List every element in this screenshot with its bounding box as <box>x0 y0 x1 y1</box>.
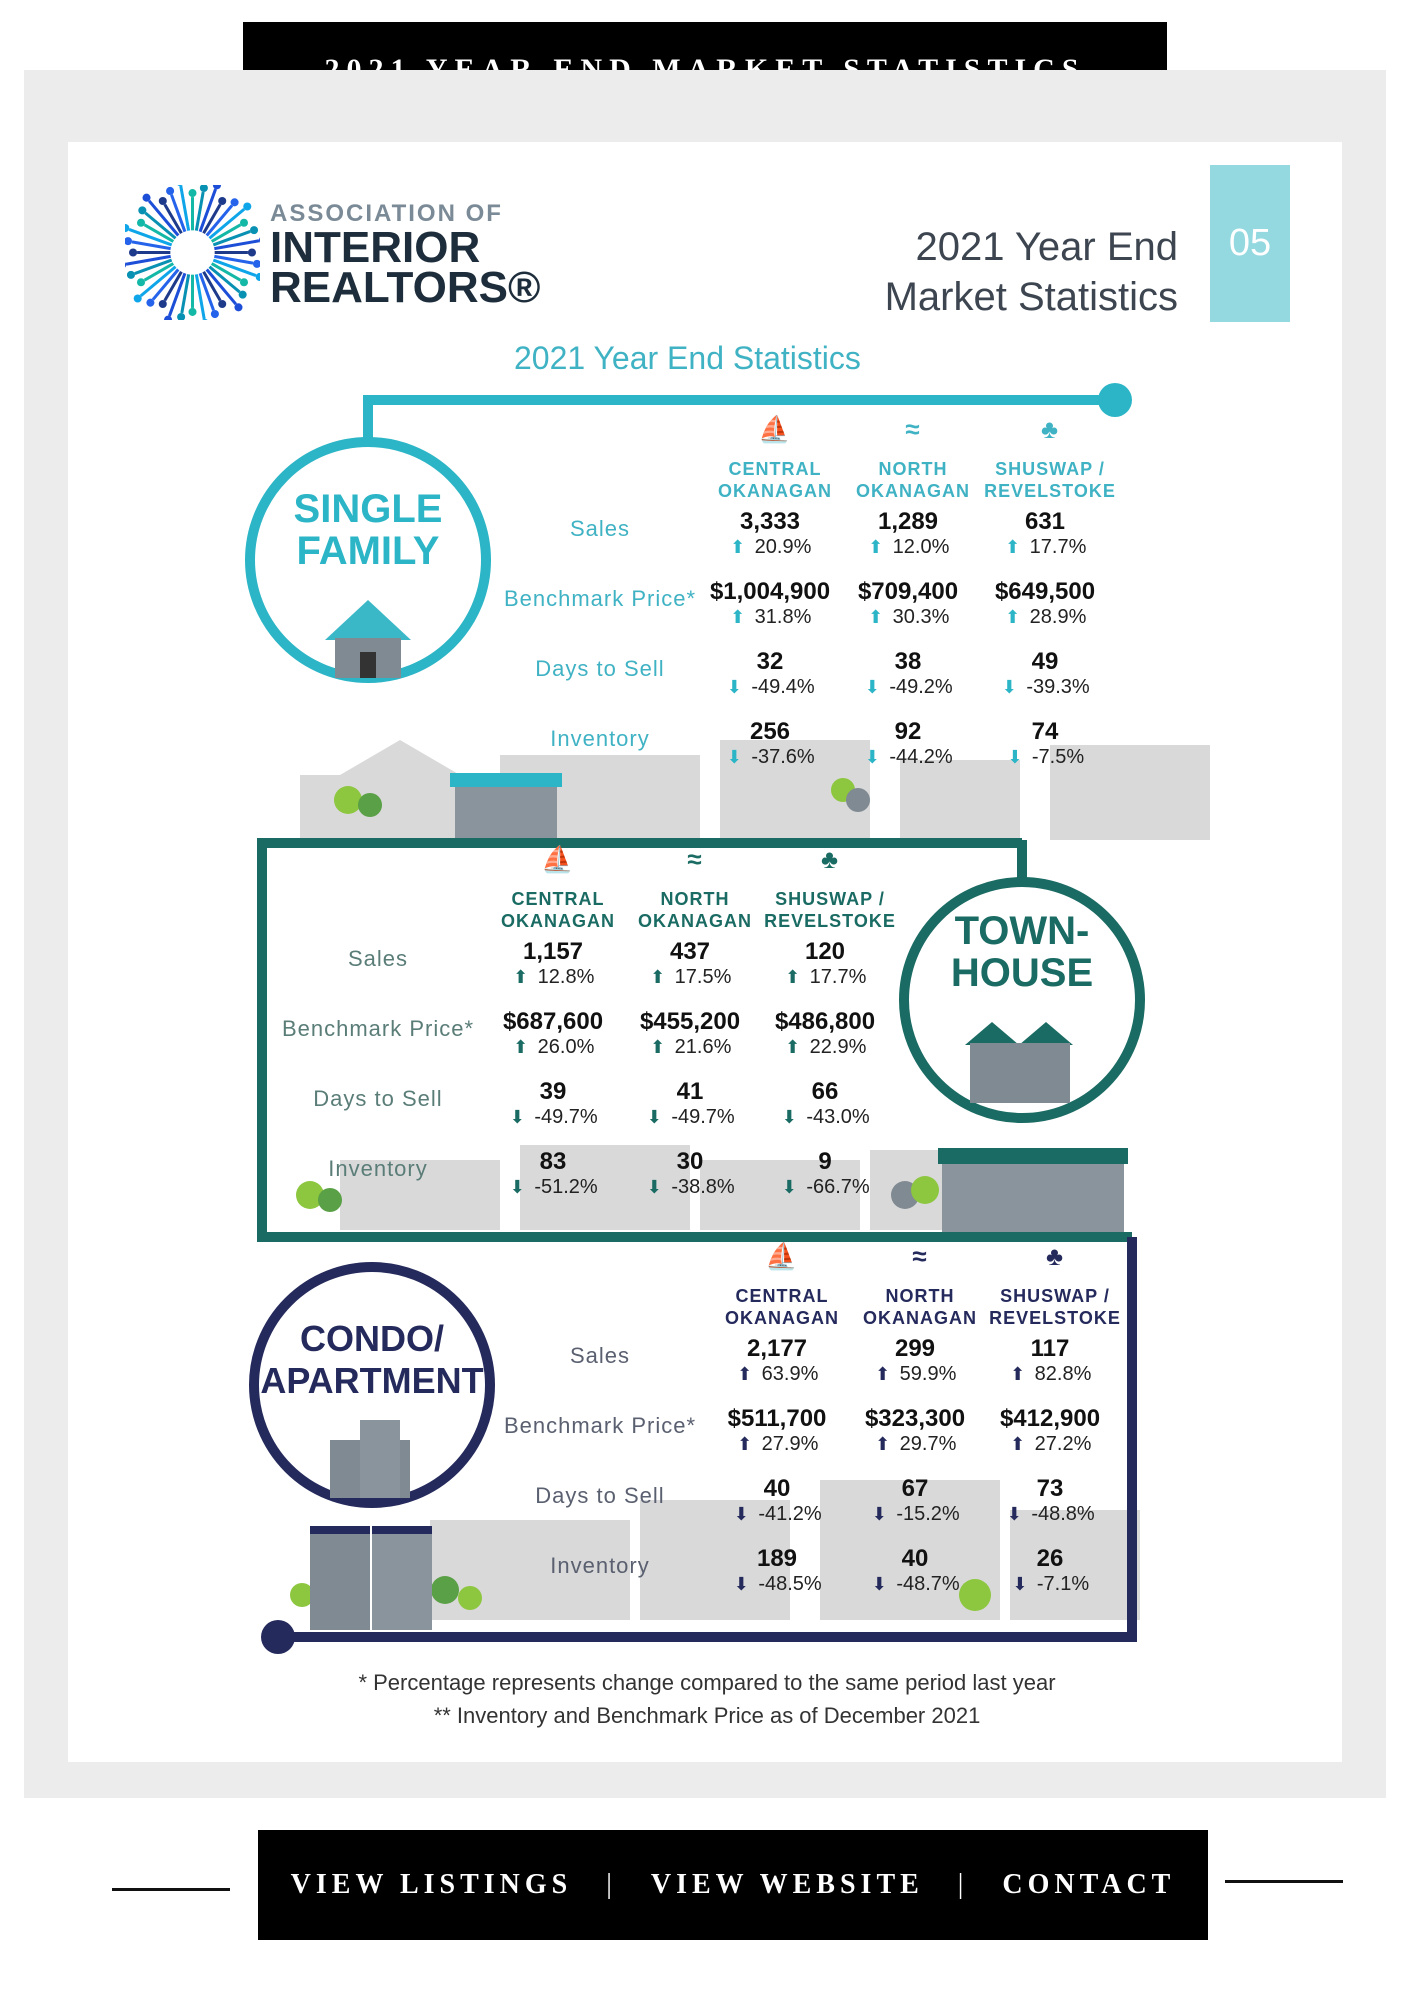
stat-change <box>712 1573 842 1596</box>
skyline-roof <box>340 740 460 775</box>
single-family-title-line1: SINGLE <box>293 487 443 531</box>
bottom-nav <box>258 1830 1208 1940</box>
stat-cell <box>488 1148 618 1199</box>
page-number: 05 <box>1228 222 1272 264</box>
region-header-line1: NORTH <box>660 889 730 909</box>
stat-value: 437 <box>669 938 711 965</box>
stat-change-text: 27.9% <box>761 1433 819 1455</box>
stat-value: 83 <box>539 1148 567 1175</box>
stat-change <box>850 1573 980 1596</box>
arrow-down-icon: ⬇ <box>1001 677 1017 697</box>
stat-change <box>705 606 835 629</box>
region-header-line1: CENTRAL <box>728 459 822 479</box>
region-header-line2: REVELSTOKE <box>984 481 1116 501</box>
arrow-down-icon: ⬇ <box>864 747 880 767</box>
stat-change-text: -48.7% <box>896 1573 960 1595</box>
stat-change <box>712 1503 842 1526</box>
stat-value: 189 <box>756 1545 798 1572</box>
page-title-line1: 2021 Year End <box>915 225 1178 269</box>
row-label-sales: Sales <box>569 1343 631 1368</box>
stat-change-text: 28.9% <box>1029 606 1087 628</box>
stat-cell <box>488 1078 618 1129</box>
region-header-line1: SHUSWAP / <box>775 889 885 909</box>
condo-line-end-dot <box>261 1620 295 1654</box>
row-label-days: Days to Sell <box>535 656 665 681</box>
logo-line3: REALTORS® <box>270 263 541 312</box>
stat-change <box>488 1176 618 1199</box>
sailboat-icon: ⛵ <box>541 844 575 874</box>
region-header-line1: CENTRAL <box>735 1286 829 1306</box>
stat-cell <box>850 1405 980 1456</box>
region-header-line1: SHUSWAP / <box>1000 1286 1110 1306</box>
stat-change <box>843 746 973 769</box>
arrow-down-icon: ⬇ <box>733 1574 749 1594</box>
stat-value: 117 <box>1030 1335 1070 1362</box>
stat-cell <box>712 1475 842 1526</box>
stat-value: 73 <box>1036 1475 1064 1502</box>
stat-cell <box>705 718 835 769</box>
row-label-benchmark: Benchmark Price* <box>503 1413 697 1438</box>
arrow-up-icon: ⬆ <box>785 967 801 987</box>
connector-end-dot <box>1098 383 1132 417</box>
stat-change <box>985 1573 1115 1596</box>
footnote-2: ** Inventory and Benchmark Price as of December 2021 <box>433 1703 981 1728</box>
stat-change-text: 22.9% <box>809 1036 867 1058</box>
stat-value: 631 <box>1024 508 1066 535</box>
stat-change-text: 63.9% <box>761 1363 819 1385</box>
region-header-line1: SHUSWAP / <box>995 459 1105 479</box>
stat-value: 9 <box>818 1148 832 1175</box>
stat-change <box>980 606 1110 629</box>
stat-change <box>985 1363 1115 1386</box>
stat-cell <box>985 1475 1115 1526</box>
region-header <box>705 458 845 502</box>
arrow-up-icon: ⬆ <box>513 1037 529 1057</box>
stat-cell <box>705 578 835 629</box>
stat-change-text: 20.9% <box>754 536 812 558</box>
region-header <box>980 458 1120 502</box>
stat-change-text: 26.0% <box>537 1036 595 1058</box>
stats-title: 2021 Year End Statistics <box>514 340 861 376</box>
arrow-up-icon: ⬆ <box>650 1037 666 1057</box>
sailboat-icon: ⛵ <box>758 414 792 444</box>
storefront-icon <box>450 773 562 840</box>
stat-value: 39 <box>539 1078 567 1105</box>
logo-line2: INTERIOR <box>270 223 481 272</box>
stat-value: 32 <box>756 648 784 675</box>
apartment-towers-icon <box>310 1526 432 1630</box>
townhouse-title <box>902 910 1142 994</box>
arrow-up-icon: ⬆ <box>785 1037 801 1057</box>
region-header-line2: OKANAGAN <box>638 911 752 931</box>
single-family-title <box>248 488 488 572</box>
stat-change <box>850 1503 980 1526</box>
stat-cell <box>705 648 835 699</box>
stat-cell <box>760 1148 890 1199</box>
condo-title <box>252 1318 492 1402</box>
region-header <box>488 888 628 932</box>
row-label-sales: Sales <box>569 516 631 541</box>
stat-value: $1,004,900 <box>709 578 831 605</box>
region-header <box>712 1285 852 1329</box>
waves-icon: ≈ <box>912 1241 928 1271</box>
stat-cell <box>705 508 835 559</box>
footnote-1: * Percentage represents change compared to the same period last year <box>358 1670 1056 1695</box>
row-label-benchmark: Benchmark Price* <box>281 1016 475 1041</box>
stat-change-text: -49.4% <box>751 676 815 698</box>
stat-change <box>985 1433 1115 1456</box>
stat-change <box>705 536 835 559</box>
row-label-days: Days to Sell <box>535 1483 665 1508</box>
stat-cell <box>850 1545 980 1596</box>
stat-value: 1,289 <box>877 508 939 535</box>
stat-cell <box>760 938 890 989</box>
stat-value: 30 <box>676 1148 704 1175</box>
arrow-up-icon: ⬆ <box>513 967 529 987</box>
arrow-up-icon: ⬆ <box>868 607 884 627</box>
stat-change-text: -49.7% <box>534 1106 598 1128</box>
row-label-inventory: Inventory <box>328 1156 428 1181</box>
stat-value: 1,157 <box>522 938 584 965</box>
stat-change <box>488 966 618 989</box>
arrow-down-icon: ⬇ <box>781 1177 797 1197</box>
arrow-up-icon: ⬆ <box>1010 1364 1026 1384</box>
stat-change-text: -38.8% <box>671 1176 735 1198</box>
stat-change <box>760 966 890 989</box>
condo-title-line1: CONDO/ <box>300 1318 444 1359</box>
stat-change-text: 17.5% <box>674 966 732 988</box>
stat-cell <box>843 648 973 699</box>
stat-change <box>760 1106 890 1129</box>
arrow-down-icon: ⬇ <box>733 1504 749 1524</box>
stat-value: 40 <box>901 1545 929 1572</box>
arrow-up-icon: ⬆ <box>730 607 746 627</box>
arrow-down-icon: ⬇ <box>871 1504 887 1524</box>
region-header-line1: NORTH <box>885 1286 955 1306</box>
arrow-down-icon: ⬇ <box>864 677 880 697</box>
arrow-up-icon: ⬆ <box>1010 1434 1026 1454</box>
stat-change-text: 12.8% <box>537 966 595 988</box>
stat-value: $412,900 <box>999 1405 1101 1432</box>
trees-icon: ♣ <box>1045 1241 1065 1271</box>
stat-change <box>980 746 1110 769</box>
stat-change-text: -66.7% <box>806 1176 870 1198</box>
stat-value: 41 <box>676 1078 704 1105</box>
arrow-up-icon: ⬆ <box>1005 607 1021 627</box>
townhouse-title-line2: HOUSE <box>950 951 1094 995</box>
trees-icon: ♣ <box>820 844 840 874</box>
stat-change-text: -41.2% <box>758 1503 822 1525</box>
stat-cell <box>488 1008 618 1059</box>
nav-separator: | <box>606 1869 617 1900</box>
stat-value: $455,200 <box>639 1008 741 1035</box>
stat-value: 49 <box>1031 648 1059 675</box>
stat-change <box>850 1363 980 1386</box>
stat-change-text: -7.1% <box>1036 1573 1090 1595</box>
region-header-line1: CENTRAL <box>511 889 605 909</box>
stat-value: 120 <box>804 938 846 965</box>
townhouse-title-line1: TOWN- <box>954 909 1090 953</box>
logo-line1: ASSOCIATION OF <box>270 200 503 227</box>
stat-cell <box>850 1335 980 1386</box>
stat-value: 66 <box>811 1078 839 1105</box>
stat-change <box>843 676 973 699</box>
stat-change-text: 21.6% <box>674 1036 732 1058</box>
decorative-line-left <box>112 1888 230 1891</box>
view-website-link[interactable]: VIEW WEBSITE <box>650 1869 924 1900</box>
stat-change <box>625 1106 755 1129</box>
region-header-line2: REVELSTOKE <box>764 911 896 931</box>
stat-cell <box>712 1405 842 1456</box>
stat-value: 92 <box>894 718 922 745</box>
arrow-up-icon: ⬆ <box>875 1434 891 1454</box>
arrow-up-icon: ⬆ <box>737 1434 753 1454</box>
stat-change <box>488 1106 618 1129</box>
stat-change-text: -51.2% <box>534 1176 598 1198</box>
stat-change <box>625 1176 755 1199</box>
view-listings-link[interactable]: VIEW LISTINGS <box>290 1869 573 1900</box>
region-header-line2: OKANAGAN <box>725 1308 839 1328</box>
row-label-benchmark: Benchmark Price* <box>503 586 697 611</box>
stat-cell <box>712 1335 842 1386</box>
stat-change-text: 27.2% <box>1034 1433 1092 1455</box>
arrow-down-icon: ⬇ <box>1007 747 1023 767</box>
stat-change <box>985 1503 1115 1526</box>
arrow-down-icon: ⬇ <box>1006 1504 1022 1524</box>
stat-change <box>760 1036 890 1059</box>
row-label-days: Days to Sell <box>313 1086 443 1111</box>
stat-cell <box>850 1475 980 1526</box>
arrow-up-icon: ⬆ <box>650 967 666 987</box>
stat-change <box>705 746 835 769</box>
stat-cell <box>488 938 618 989</box>
stat-value: 38 <box>894 648 922 675</box>
row-label-inventory: Inventory <box>550 1553 650 1578</box>
stat-change-text: 29.7% <box>899 1433 957 1455</box>
region-header <box>850 1285 990 1329</box>
arrow-down-icon: ⬇ <box>646 1177 662 1197</box>
stat-value: $649,500 <box>994 578 1096 605</box>
stat-change <box>850 1433 980 1456</box>
stat-cell <box>625 1148 755 1199</box>
stat-change-text: 82.8% <box>1034 1363 1092 1385</box>
stat-value: $687,600 <box>502 1008 604 1035</box>
stat-value: $709,400 <box>857 578 959 605</box>
stat-change-text: -48.5% <box>758 1573 822 1595</box>
stat-value: 26 <box>1036 1545 1064 1572</box>
page-title-line2: Market Statistics <box>884 275 1178 319</box>
stat-change-text: -15.2% <box>896 1503 960 1525</box>
arrow-up-icon: ⬆ <box>875 1364 891 1384</box>
region-header-line2: OKANAGAN <box>718 481 832 501</box>
region-header-line2: OKANAGAN <box>501 911 615 931</box>
stat-change-text: -44.2% <box>889 746 953 768</box>
waves-icon: ≈ <box>687 844 703 874</box>
region-header <box>760 888 900 932</box>
stat-change <box>625 1036 755 1059</box>
stat-change-text: -37.6% <box>751 746 815 768</box>
stat-change-text: -49.7% <box>671 1106 735 1128</box>
stat-cell <box>760 1008 890 1059</box>
arrow-up-icon: ⬆ <box>730 537 746 557</box>
stat-change <box>625 966 755 989</box>
region-header-line2: OKANAGAN <box>863 1308 977 1328</box>
stat-change-text: 31.8% <box>754 606 812 628</box>
stat-cell <box>980 718 1110 769</box>
region-header-line2: REVELSTOKE <box>989 1308 1121 1328</box>
stat-value: 40 <box>763 1475 791 1502</box>
nav-separator: | <box>957 1869 969 1900</box>
stat-value: 67 <box>901 1475 929 1502</box>
stat-cell <box>760 1078 890 1129</box>
stat-value: $486,800 <box>774 1008 876 1035</box>
arrow-up-icon: ⬆ <box>868 537 884 557</box>
stat-change-text: 59.9% <box>899 1363 957 1385</box>
arrow-down-icon: ⬇ <box>509 1107 525 1127</box>
stat-value: 2,177 <box>746 1335 808 1362</box>
stat-change <box>712 1433 842 1456</box>
townhouse-row-icon <box>938 1148 1128 1232</box>
stat-value: $511,700 <box>727 1405 827 1432</box>
stat-change-text: 17.7% <box>1029 536 1087 558</box>
contact-link[interactable]: CONTACT <box>1002 1869 1176 1900</box>
arrow-up-icon: ⬆ <box>737 1364 753 1384</box>
stat-change <box>760 1176 890 1199</box>
stat-change-text: 30.3% <box>892 606 950 628</box>
stat-change-text: -48.8% <box>1031 1503 1095 1525</box>
stat-change <box>843 536 973 559</box>
region-header-line2: OKANAGAN <box>856 481 970 501</box>
stat-value: 74 <box>1031 718 1059 745</box>
stat-value: 3,333 <box>739 508 801 535</box>
condo-title-line2: APARTMENT <box>260 1360 484 1401</box>
stat-value: 256 <box>749 718 791 745</box>
decorative-line-right <box>1225 1880 1343 1883</box>
stat-cell <box>985 1335 1115 1386</box>
trees-icon: ♣ <box>1040 414 1060 444</box>
stat-change-text: -43.0% <box>806 1106 870 1128</box>
arrow-down-icon: ⬇ <box>871 1574 887 1594</box>
stat-cell <box>712 1545 842 1596</box>
waves-icon: ≈ <box>905 414 921 444</box>
stat-cell <box>985 1405 1115 1456</box>
stat-cell <box>980 508 1110 559</box>
stat-change <box>980 676 1110 699</box>
stat-cell <box>980 648 1110 699</box>
stat-cell <box>843 508 973 559</box>
region-header <box>985 1285 1125 1329</box>
stat-change-text: -39.3% <box>1026 676 1090 698</box>
stat-change <box>488 1036 618 1059</box>
arrow-down-icon: ⬇ <box>726 677 742 697</box>
stat-cell <box>843 718 973 769</box>
stat-change <box>980 536 1110 559</box>
region-header <box>625 888 765 932</box>
arrow-down-icon: ⬇ <box>1012 1574 1028 1594</box>
stat-change <box>705 676 835 699</box>
region-header-line1: NORTH <box>878 459 948 479</box>
stat-cell <box>843 578 973 629</box>
stat-value: 299 <box>894 1335 936 1362</box>
stat-cell <box>985 1545 1115 1596</box>
skyline-building <box>900 760 1020 840</box>
row-label-inventory: Inventory <box>550 726 650 751</box>
row-label-sales: Sales <box>347 946 409 971</box>
region-header <box>843 458 983 502</box>
stat-change-text: -49.2% <box>889 676 953 698</box>
arrow-down-icon: ⬇ <box>781 1107 797 1127</box>
stat-change-text: 17.7% <box>809 966 867 988</box>
sailboat-icon: ⛵ <box>765 1241 799 1271</box>
arrow-down-icon: ⬇ <box>509 1177 525 1197</box>
arrow-up-icon: ⬆ <box>1005 537 1021 557</box>
arrow-down-icon: ⬇ <box>646 1107 662 1127</box>
stat-value: $323,300 <box>864 1405 966 1432</box>
stat-cell <box>625 938 755 989</box>
stat-cell <box>980 578 1110 629</box>
single-family-title-line2: FAMILY <box>296 529 440 573</box>
stat-change-text: -7.5% <box>1031 746 1085 768</box>
arrow-down-icon: ⬇ <box>726 747 742 767</box>
stat-change <box>843 606 973 629</box>
stat-change-text: 12.0% <box>892 536 950 558</box>
stat-change <box>712 1363 842 1386</box>
stat-cell <box>625 1008 755 1059</box>
stat-cell <box>625 1078 755 1129</box>
